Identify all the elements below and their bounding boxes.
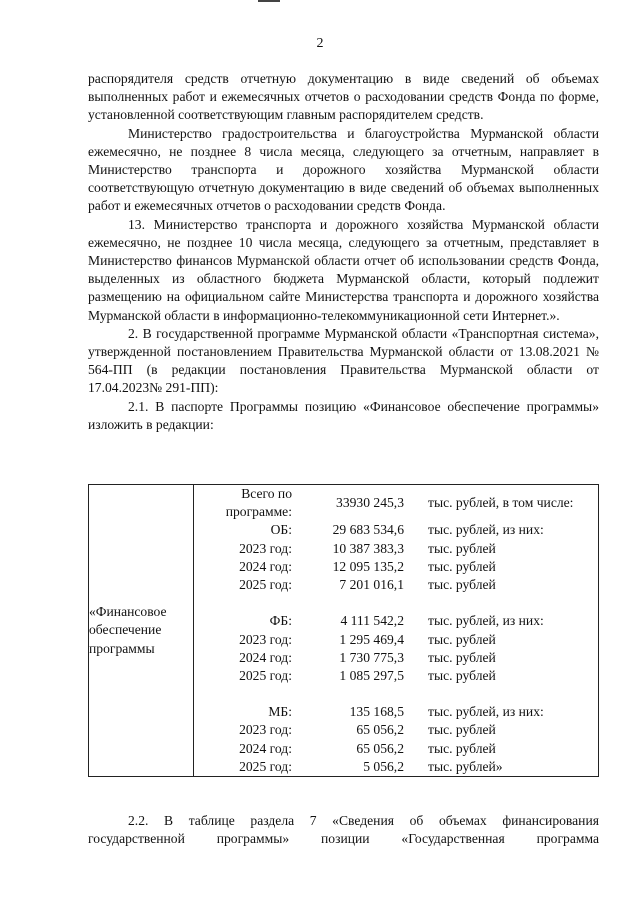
funding-label: 2025 год: bbox=[239, 758, 292, 774]
funding-value: 135 168,5 bbox=[349, 704, 404, 720]
paragraph-3: 13. Министерство транспорта и дорожного хозяйства Мурманской области ежемесячно, не позднее 10 числа месяца, следующего за отчетным, представляет в Министерство финансов Мурманской области отчет об использовании средств Фонда, выделенных из областного бюджета Мурманской области, который подлежит размещению на официальном сайте Министерства транспорта и дорожного хозяйства Мурманской области в информационно-телекоммуникационной сети Интернет.». bbox=[88, 216, 599, 323]
funding-unit: тыс. рублей bbox=[428, 631, 496, 647]
funding-unit: тыс. рублей bbox=[428, 740, 496, 756]
funding-value: 1 730 775,3 bbox=[339, 649, 404, 665]
funding-label: 2024 год: bbox=[239, 740, 292, 756]
paragraph-6: 2.2. В таблице раздела 7 «Сведения об объемах финансирования государственной программы» позиции «Государственная программа bbox=[88, 813, 599, 847]
scan-mark bbox=[258, 0, 280, 2]
funding-value: 12 095 135,2 bbox=[332, 558, 404, 574]
funding-row bbox=[194, 758, 598, 776]
total-unit: тыс. рублей, в том числе: bbox=[428, 495, 574, 510]
body-text bbox=[88, 70, 599, 434]
funding-label: МБ: bbox=[268, 704, 292, 720]
funding-unit: тыс. рублей, из них: bbox=[428, 522, 544, 538]
funding-label: 2023 год: bbox=[239, 540, 292, 556]
funding-row bbox=[194, 721, 598, 739]
funding-label: 2025 год: bbox=[239, 667, 292, 683]
funding-row bbox=[194, 576, 598, 594]
group-spacer bbox=[194, 594, 598, 612]
funding-row bbox=[194, 612, 598, 630]
funding-label: 2023 год: bbox=[239, 631, 292, 647]
funding-unit: тыс. рублей bbox=[428, 667, 496, 683]
funding-unit: тыс. рублей bbox=[428, 540, 496, 556]
funding-unit: тыс. рублей, из них: bbox=[428, 704, 544, 720]
funding-row bbox=[194, 667, 598, 685]
funding-value: 65 056,2 bbox=[356, 740, 404, 756]
paragraph-4: 2. В государственной программе Мурманской области «Транспортная система», утвержденной постановлением Правительства Мурманской области от 13.08.2021 № 564-ПП (в редакции постановления Правительства Мурманской области от 17.04.2023№ 291-ПП): bbox=[88, 325, 599, 396]
funding-label: 2024 год: bbox=[239, 558, 292, 574]
funding-row bbox=[194, 740, 598, 758]
funding-value: 5 056,2 bbox=[363, 758, 404, 774]
financing-table bbox=[88, 484, 599, 777]
funding-unit: тыс. рублей» bbox=[428, 758, 503, 774]
funding-value: 1 295 469,4 bbox=[339, 631, 404, 647]
funding-value: 7 201 016,1 bbox=[339, 576, 404, 592]
funding-row bbox=[194, 540, 598, 558]
paragraph-2: Министерство градостроительства и благоустройства Мурманской области ежемесячно, не позднее 8 числа месяца, следующего за отчетным, направляет в Министерство транспорта и дорожного хозяйства Мурманской области соответствующую отчетную документацию в виде сведений об объемах выполненных работ и ежемесячных отчетов о расходовании средств Фонда. bbox=[88, 125, 599, 214]
funding-row bbox=[194, 649, 598, 667]
funding-label: 2023 год: bbox=[239, 722, 292, 738]
table-label: «Финансовое обеспечение программы bbox=[89, 604, 167, 656]
funding-value: 65 056,2 bbox=[356, 722, 404, 738]
funding-value: 1 085 297,5 bbox=[339, 667, 404, 683]
funding-label: ФБ: bbox=[269, 613, 292, 629]
funding-row bbox=[194, 703, 598, 721]
funding-unit: тыс. рублей bbox=[428, 576, 496, 592]
total-value: 33930 245,3 bbox=[336, 495, 404, 510]
total-row bbox=[194, 485, 598, 521]
bottom-text bbox=[88, 812, 599, 848]
table-label-cell bbox=[89, 485, 194, 777]
total-label: Всего по программе: bbox=[225, 486, 292, 520]
funding-row bbox=[194, 558, 598, 576]
funding-value: 29 683 534,6 bbox=[332, 522, 404, 538]
funding-label: 2025 год: bbox=[239, 576, 292, 592]
funding-value: 4 111 542,2 bbox=[340, 613, 404, 629]
funding-unit: тыс. рублей bbox=[428, 558, 496, 574]
group-spacer bbox=[194, 685, 598, 703]
funding-label: 2024 год: bbox=[239, 649, 292, 665]
page-number: 2 bbox=[316, 36, 324, 51]
funding-label: ОБ: bbox=[270, 522, 292, 538]
funding-value: 10 387 383,3 bbox=[332, 540, 404, 556]
funding-row bbox=[194, 631, 598, 649]
funding-groups bbox=[194, 521, 598, 776]
paragraph-5: 2.1. В паспорте Программы позицию «Финансовое обеспечение программы» изложить в редакции: bbox=[88, 398, 599, 432]
table-values-cell bbox=[194, 485, 599, 777]
funding-unit: тыс. рублей bbox=[428, 649, 496, 665]
funding-row bbox=[194, 521, 598, 539]
funding-unit: тыс. рублей, из них: bbox=[428, 613, 544, 629]
paragraph-1: распорядителя средств отчетную документацию в виде сведений об объемах выполненных работ и ежемесячных отчетов о расходовании средств Фонда по форме, установленной соответствующим главным распорядителем средств. bbox=[88, 71, 599, 123]
funding-unit: тыс. рублей bbox=[428, 722, 496, 738]
